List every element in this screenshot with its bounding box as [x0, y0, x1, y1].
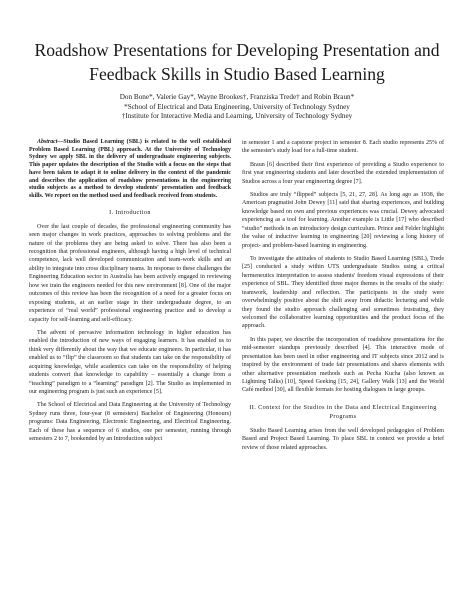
body-paragraph: Over the last couple of decades, the professional engineering community has seen major changes in work practices, approaches to solving problems and the nature of the problems they are being asked to solve. There has also been a recognition that professional engineers, although having a high level of technical competence, lack well developed communication and team-work skills and an ability to integrate into cross disciplinary teams. In response to these challenges the Engineering Education sector in Australia has been actively engaged in reviewing how we train the engineers needed for this new environment [8]. One of the major outcomes of this review has been the recognition of a need for a greater focus on exposing students, at an earlier stage in their undergraduate degree, to an experience of “real world” professional engineering practice and to develop a capacity for self-learning and self-efficacy.: [29, 223, 231, 323]
body-paragraph: Studios are truly “flipped” subjects [5, 21, 27, 28]. As long ago as 1938, the American pragmatist John Dewey [11] said that sharing experiences, and building knowledge based on own and previous experiences was crucial. Dewey advocated experiencing as a tool for learning. Another example is Little [17] who described “studio” methods in an introductory design curriculum. Prince and Felder highlight the value of inductive learning in engineering [20] reviewing a long history of project- and problem-based learning in engineering.: [242, 191, 444, 249]
paper-title: Roadshow Presentations for Developing Presentation and Feedback Skills in Studio Based Learning: [34, 40, 440, 84]
body-paragraph: Braun [6] described their first experience of providing a Studio experience to first year engineering students and later described the extended implementation of Studios across a four year engineering degree [7].: [242, 161, 444, 185]
right-column: [242, 139, 444, 457]
abstract: [29, 139, 231, 201]
abstract-label: Abstract: [37, 139, 58, 145]
affiliation-2: †Institute for Interactive Media and Learning, University of Technology Sydney: [121, 112, 353, 120]
left-column: [29, 139, 231, 448]
abstract-text: —Studio Based Learning (SBL) is related to the well established Problem Based Learning (PBL) approach. At the University of Technology Sydney we apply SBL in the delivery of undergraduate engineering subjects. This paper updates the description of the Studio with a focus on the steps that have been taken to adapt it to online delivery in the context of the pandemic and describes the application of roadshow presentations in the engineering studio subjects as a method to develop students' presentation and feedback skills. We report on the method used and feedback received from students.: [29, 139, 231, 199]
body-paragraph: The advent of pervasive information technology in higher education has enabled the introduction of new ways of engaging learners. It has enabled us to think very differently about the way that we educate engineers. In particular, it has enabled us to “flip” the classroom so that students can take on the responsibility of acquiring knowledge, while academics can take on the responsibility of helping students convert that knowledge to capability – essentially a change from a “teaching” paradigm to a “learning” paradigm [2]. The Studio as implemented in our engineering program is just such an experience [5].: [29, 329, 231, 396]
author-list: Don Bone*, Valerie Gay*, Wayne Brookes†, Franziska Trede† and Robin Braun*: [119, 93, 355, 101]
body-paragraph: in semester 1 and a capstone project in semester 8. Each studio represents 25% of the semester's study load for a full-time student.: [242, 140, 444, 155]
body-paragraph: Studio Based Learning arises from the well developed pedagogies of Problem Based and Project Based Learning. To place SBL in context we provide a brief review of those related approaches.: [242, 427, 444, 451]
section-heading-context: II. Context for the Studios in the Data and Electrical Engineering Programs: [249, 403, 437, 420]
section-heading-introduction: I. Introduction: [109, 208, 151, 216]
affiliation-1: *School of Electrical and Data Engineering, University of Technology Sydney: [124, 102, 350, 111]
body-paragraph: The School of Electrical and Data Engineering at the University of Technology Sydney runs three, four-year (8 semesters) Bachelor of Engineering (Honours) programs: Data Engineering, Electronic Engineering, and Electrical Engineering. Each of these has a sequence of 6 studios, one per semester, running through semesters 2 to 7, bookended by an Introduction subject: [29, 402, 231, 443]
author-block: [20, 93, 454, 122]
body-paragraph: To investigate the attitudes of students to Studio Based Learning (SBL), Trede [25] conducted a study within UTS undergraduate Studios using a critical hermeneutics interpretation to assess students' freedom visual expressions of their experience of SBL. They identified three major themes in the results of the study: teamwork, leadership and reflection. The participants in the study were overwhelmingly positive about the shift away from didactic lecturing and while they found the studio approach challenging and sometimes frustrating, they welcomed the collaborative learning opportunities and the product focus of the approach.: [242, 255, 444, 330]
body-paragraph: In this paper, we describe the incorporation of roadshow presentations for the mid-semester standups previously described [4]. This interactive mode of presentation has been used in other engineering and IT subjects since 2012 and is inspired by the environment of trade fair presentations and shares elements with other alternative presentation methods such as Pecha Kucha (also known as Lightning Talks) [10], Speed Geeking [15, 24], Gallery Walk [13] and the World Café method [30], all flexible formats for hosting dialogues in large groups.: [242, 336, 444, 394]
